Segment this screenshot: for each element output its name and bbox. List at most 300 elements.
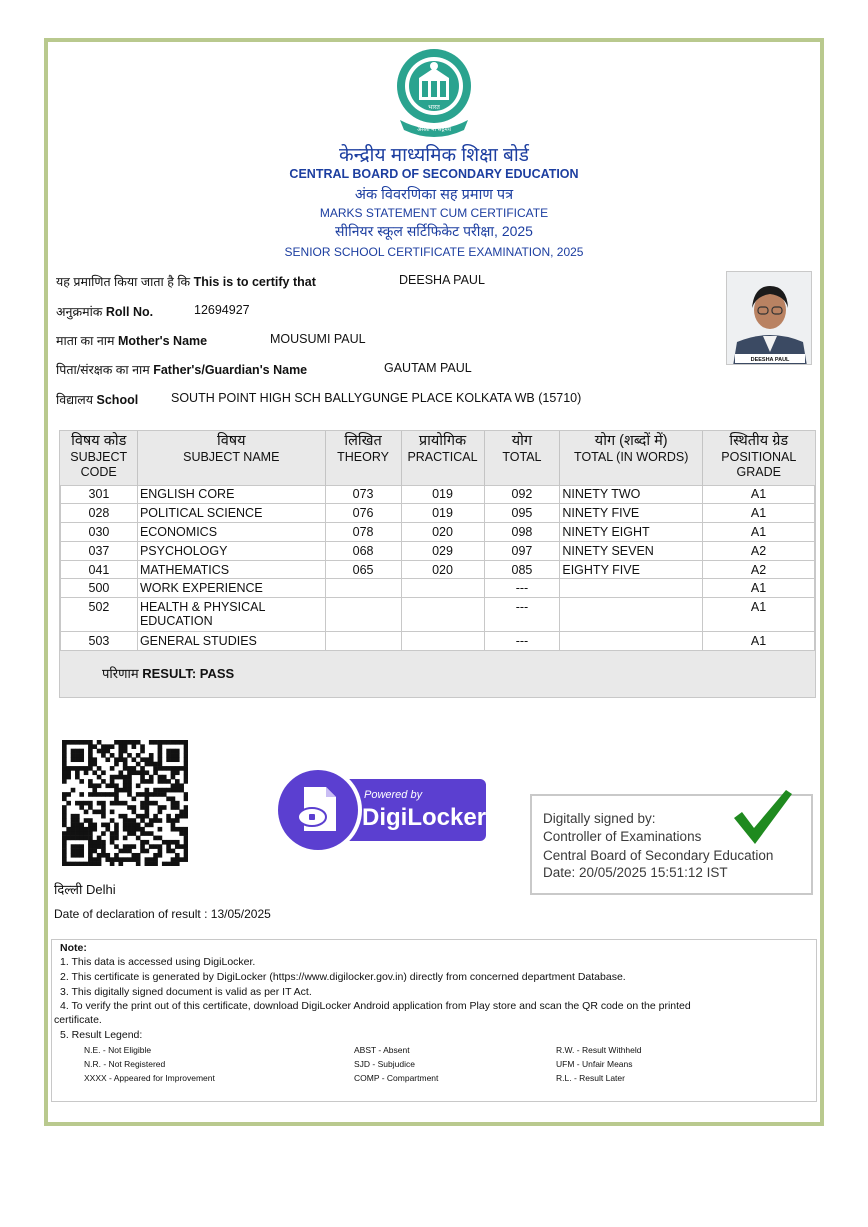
qr-module: [175, 801, 180, 806]
subject-name: HEALTH & PHYSICAL EDUCATION: [137, 598, 325, 632]
qr-module: [79, 779, 84, 784]
qr-module: [92, 823, 97, 828]
qr-module: [101, 749, 106, 754]
qr-module: [145, 823, 150, 828]
qr-module: [153, 818, 158, 823]
practical-marks: [401, 598, 484, 632]
qr-module: [110, 862, 115, 866]
qr-module: [75, 862, 80, 866]
qr-module: [132, 857, 137, 862]
father-label-hindi: पिता/संरक्षक का नाम: [56, 363, 150, 377]
qr-module: [118, 788, 123, 793]
qr-module: [153, 740, 158, 745]
positional-grade: A1: [703, 485, 815, 504]
student-photo: [726, 271, 812, 365]
qr-module: [62, 862, 67, 866]
subject-code: 503: [61, 632, 138, 651]
practical-marks: 019: [401, 485, 484, 504]
certify-label-english: This is to certify that: [193, 275, 316, 289]
qr-module: [132, 853, 137, 858]
qr-module: [75, 801, 80, 806]
qr-module: [184, 766, 188, 771]
qr-module: [105, 792, 110, 797]
qr-module: [153, 857, 158, 862]
legend-item: ABST - Absent: [354, 1045, 410, 1055]
school-label-english: School: [96, 393, 139, 407]
theory-marks: 065: [325, 560, 401, 579]
qr-module: [88, 801, 93, 806]
qr-module: [105, 857, 110, 862]
qr-module: [127, 818, 132, 823]
signature-date: Date: 20/05/2025 15:51:12 IST: [543, 865, 728, 880]
qr-module: [158, 827, 163, 832]
practical-marks: [401, 579, 484, 598]
qr-module: [110, 810, 115, 815]
marks-table: [60, 431, 815, 651]
qr-module: [175, 844, 180, 849]
qr-module: [140, 827, 145, 832]
positional-grade: A1: [703, 598, 815, 632]
theory-marks: 073: [325, 485, 401, 504]
qr-module: [136, 770, 141, 775]
qr-module: [171, 775, 176, 780]
qr-module: [184, 762, 188, 767]
qr-module: [136, 792, 141, 797]
qr-module: [153, 836, 158, 841]
qr-module: [171, 840, 176, 845]
positional-grade: A1: [703, 579, 815, 598]
qr-module: [62, 775, 67, 780]
qr-module: [153, 762, 158, 767]
subject-code: 041: [61, 560, 138, 579]
mother-label-hindi: माता का नाम: [56, 334, 115, 348]
total-marks: 098: [484, 523, 560, 542]
qr-module: [88, 749, 93, 754]
qr-module: [149, 862, 154, 866]
school-name: SOUTH POINT HIGH SCH BALLYGUNGE PLACE KOLKATA WB (15710): [171, 391, 582, 405]
qr-module: [62, 849, 67, 854]
qr-module: [145, 788, 150, 793]
subject-code: 028: [61, 504, 138, 523]
qr-module: [84, 740, 89, 745]
qr-module: [88, 766, 93, 771]
qr-module: [88, 753, 93, 758]
qr-module: [166, 749, 171, 754]
qr-module: [136, 753, 141, 758]
qr-module: [149, 775, 154, 780]
qr-module: [92, 862, 97, 866]
qr-module: [88, 744, 93, 749]
qr-module: [105, 853, 110, 858]
qr-module: [92, 810, 97, 815]
qr-module: [66, 836, 71, 841]
qr-module: [158, 818, 163, 823]
qr-module: [110, 766, 115, 771]
qr-module: [84, 801, 89, 806]
qr-module: [123, 757, 128, 762]
qr-module: [123, 849, 128, 854]
subject-name: GENERAL STUDIES: [137, 632, 325, 651]
qr-module: [66, 831, 71, 836]
qr-module: [88, 823, 93, 828]
subject-name: POLITICAL SCIENCE: [137, 504, 325, 523]
qr-module: [175, 779, 180, 784]
qr-module: [71, 740, 76, 745]
qr-module: [75, 770, 80, 775]
qr-module: [75, 844, 80, 849]
qr-module: [118, 744, 123, 749]
qr-module: [162, 779, 167, 784]
qr-module: [175, 840, 180, 845]
qr-module: [114, 796, 119, 801]
qr-module: [171, 818, 176, 823]
qr-module: [179, 766, 184, 771]
qr-module: [101, 849, 106, 854]
qr-module: [110, 818, 115, 823]
qr-module: [79, 844, 84, 849]
qr-module: [149, 801, 154, 806]
qr-module: [84, 836, 89, 841]
qr-module: [171, 823, 176, 828]
qr-module: [184, 840, 188, 845]
table-row: [61, 579, 815, 598]
subject-code: 301: [61, 485, 138, 504]
qr-module: [171, 805, 176, 810]
qr-module: [62, 831, 67, 836]
qr-module: [158, 788, 163, 793]
subject-code: 500: [61, 579, 138, 598]
student-name: DEESHA PAUL: [399, 273, 485, 287]
board-title-english: CENTRAL BOARD OF SECONDARY EDUCATION: [289, 167, 579, 181]
qr-module: [123, 749, 128, 754]
qr-module: [88, 827, 93, 832]
qr-module: [140, 779, 145, 784]
note-item: certificate.: [54, 1014, 102, 1026]
qr-module: [166, 757, 171, 762]
qr-module: [62, 853, 67, 858]
table-row: [61, 485, 815, 504]
qr-module: [127, 823, 132, 828]
qr-module: [184, 779, 188, 784]
qr-module: [114, 827, 119, 832]
legend-item: R.W. - Result Withheld: [556, 1045, 642, 1055]
qr-module: [171, 783, 176, 788]
digilocker-logo: [274, 765, 486, 855]
qr-module: [140, 744, 145, 749]
subject-name: ENGLISH CORE: [137, 485, 325, 504]
qr-module: [118, 801, 123, 806]
qr-module: [62, 814, 67, 819]
qr-module: [171, 827, 176, 832]
qr-module: [127, 770, 132, 775]
certify-label: [56, 273, 316, 290]
qr-module: [140, 770, 145, 775]
cbse-logo-icon: [392, 46, 476, 138]
qr-module: [123, 779, 128, 784]
qr-module: [136, 740, 141, 745]
qr-module: [175, 827, 180, 832]
marks-table-panel: [59, 430, 816, 698]
total-in-words: NINETY TWO: [560, 485, 703, 504]
qr-module: [97, 844, 102, 849]
qr-module: [127, 849, 132, 854]
qr-module: [175, 766, 180, 771]
result-line: [102, 664, 234, 682]
qr-module: [62, 857, 67, 862]
exam-title-english: SENIOR SCHOOL CERTIFICATE EXAMINATION, 2025: [284, 245, 584, 259]
qr-module: [127, 766, 132, 771]
qr-module: [132, 827, 137, 832]
qr-module: [71, 788, 76, 793]
logo-text: भारत: [428, 104, 440, 111]
qr-module: [92, 844, 97, 849]
qr-module: [114, 836, 119, 841]
qr-module: [110, 857, 115, 862]
qr-module: [153, 792, 158, 797]
qr-module: [97, 862, 102, 866]
qr-module: [140, 814, 145, 819]
qr-module: [110, 840, 115, 845]
qr-module: [136, 857, 141, 862]
certificate-title-hindi: अंक विवरणिका सह प्रमाण पत्र: [354, 187, 514, 203]
qr-module: [66, 792, 71, 797]
qr-module: [97, 775, 102, 780]
qr-module: [149, 818, 154, 823]
qr-module: [118, 849, 123, 854]
qr-module: [118, 775, 123, 780]
qr-module: [149, 779, 154, 784]
qr-module: [105, 823, 110, 828]
qr-module: [162, 862, 167, 866]
father-label: [56, 361, 307, 378]
qr-module: [149, 740, 154, 745]
qr-module: [179, 788, 184, 793]
declaration-label: Date of declaration of result :: [54, 907, 208, 921]
qr-module: [71, 766, 76, 771]
mother-label: [56, 332, 207, 349]
signer-organization: Central Board of Secondary Education: [543, 848, 774, 863]
qr-module: [88, 831, 93, 836]
qr-module: [110, 836, 115, 841]
qr-module: [88, 849, 93, 854]
table-row: [61, 541, 815, 560]
qr-module: [132, 823, 137, 828]
qr-module: [171, 849, 176, 854]
qr-module: [158, 836, 163, 841]
qr-module: [145, 849, 150, 854]
practical-marks: 020: [401, 560, 484, 579]
qr-module: [184, 775, 188, 780]
qr-module: [132, 770, 137, 775]
qr-module: [110, 792, 115, 797]
qr-module: [158, 853, 163, 858]
qr-module: [153, 862, 158, 866]
legend-item: COMP - Compartment: [354, 1073, 439, 1083]
qr-module: [75, 818, 80, 823]
qr-module: [136, 823, 141, 828]
theory-marks: 078: [325, 523, 401, 542]
qr-module: [166, 740, 171, 745]
positional-grade: A1: [703, 504, 815, 523]
qr-module: [97, 749, 102, 754]
qr-module: [110, 801, 115, 806]
qr-module: [92, 744, 97, 749]
total-in-words: NINETY FIVE: [560, 504, 703, 523]
qr-module: [79, 853, 84, 858]
qr-module: [132, 796, 137, 801]
qr-module: [71, 757, 76, 762]
qr-module: [101, 744, 106, 749]
qr-module: [140, 775, 145, 780]
place-line: [54, 880, 116, 898]
qr-module: [62, 823, 67, 828]
qr-module: [136, 814, 141, 819]
total-marks: 095: [484, 504, 560, 523]
qr-module: [71, 831, 76, 836]
qr-module: [79, 749, 84, 754]
qr-module: [79, 823, 84, 828]
qr-module: [123, 823, 128, 828]
qr-module: [153, 770, 158, 775]
qr-module: [114, 823, 119, 828]
qr-module: [158, 849, 163, 854]
qr-module: [118, 740, 123, 745]
qr-module: [158, 744, 163, 749]
qr-module: [179, 831, 184, 836]
qr-module: [166, 862, 171, 866]
subject-name: MATHEMATICS: [137, 560, 325, 579]
qr-module: [62, 844, 67, 849]
qr-module: [114, 757, 119, 762]
note-item: 5. Result Legend:: [60, 1029, 143, 1041]
qr-module: [166, 753, 171, 758]
qr-module: [123, 827, 128, 832]
qr-module: [127, 775, 132, 780]
total-in-words: NINETY SEVEN: [560, 541, 703, 560]
qr-module: [75, 827, 80, 832]
qr-module: [184, 836, 188, 841]
qr-module: [145, 779, 150, 784]
qr-code-icon[interactable]: [62, 740, 188, 866]
qr-module: [62, 766, 67, 771]
qr-module: [62, 762, 67, 767]
qr-module: [62, 744, 67, 749]
table-row: [61, 560, 815, 579]
school-label: [56, 391, 138, 408]
qr-module: [166, 788, 171, 793]
qr-module: [101, 853, 106, 858]
qr-module: [127, 779, 132, 784]
qr-module: [110, 779, 115, 784]
place-hindi: दिल्ली: [54, 882, 83, 897]
qr-module: [92, 788, 97, 793]
qr-module: [114, 775, 119, 780]
qr-module: [75, 831, 80, 836]
father-name: GAUTAM PAUL: [384, 361, 472, 375]
exam-title-hindi: सीनियर स्कूल सर्टिफिकेट परीक्षा, 2025: [335, 223, 533, 239]
qr-module: [162, 766, 167, 771]
qr-module: [153, 766, 158, 771]
qr-module: [97, 836, 102, 841]
qr-module: [145, 757, 150, 762]
qr-module: [175, 818, 180, 823]
qr-module: [166, 814, 171, 819]
qr-module: [92, 840, 97, 845]
qr-module: [88, 740, 93, 745]
qr-module: [88, 783, 93, 788]
qr-module: [145, 831, 150, 836]
qr-module: [166, 779, 171, 784]
qr-module: [171, 788, 176, 793]
qr-module: [127, 857, 132, 862]
qr-module: [71, 753, 76, 758]
qr-module: [175, 857, 180, 862]
qr-module: [158, 844, 163, 849]
qr-module: [79, 862, 84, 866]
qr-module: [101, 753, 106, 758]
practical-marks: [401, 632, 484, 651]
qr-module: [101, 770, 106, 775]
qr-module: [84, 827, 89, 832]
subject-code: 037: [61, 541, 138, 560]
qr-module: [110, 831, 115, 836]
qr-module: [101, 801, 106, 806]
qr-module: [66, 801, 71, 806]
qr-module: [97, 857, 102, 862]
qr-module: [118, 814, 123, 819]
student-photo-image: [727, 272, 812, 365]
qr-module: [101, 844, 106, 849]
qr-module: [92, 849, 97, 854]
qr-module: [66, 740, 71, 745]
logo-motto: असतो मा सद्गमय: [417, 127, 451, 133]
qr-module: [132, 740, 137, 745]
legend-item: UFM - Unfair Means: [556, 1059, 633, 1069]
qr-module: [132, 810, 137, 815]
total-in-words: [560, 598, 703, 632]
total-marks: 092: [484, 485, 560, 504]
qr-module: [88, 840, 93, 845]
table-row: [61, 632, 815, 651]
qr-module: [101, 805, 106, 810]
qr-module: [79, 766, 84, 771]
col-subject-name: विषय SUBJECT NAME: [137, 431, 325, 485]
powered-by-text: Powered by: [364, 789, 423, 801]
qr-module: [101, 814, 106, 819]
qr-module: [149, 762, 154, 767]
qr-module: [179, 783, 184, 788]
qr-module: [175, 740, 180, 745]
qr-module: [84, 818, 89, 823]
qr-module: [136, 853, 141, 858]
qr-module: [75, 823, 80, 828]
board-title-hindi: केन्द्रीय माध्यमिक शिक्षा बोर्ड: [339, 145, 529, 166]
qr-module: [175, 770, 180, 775]
qr-module: [140, 818, 145, 823]
theory-marks: [325, 632, 401, 651]
certify-label-hindi: यह प्रमाणित किया जाता है कि: [56, 275, 191, 289]
qr-module: [123, 818, 128, 823]
qr-module: [92, 827, 97, 832]
qr-module: [145, 801, 150, 806]
qr-module: [123, 762, 128, 767]
qr-module: [162, 805, 167, 810]
qr-module: [162, 792, 167, 797]
qr-module: [162, 775, 167, 780]
qr-module: [97, 801, 102, 806]
qr-module: [79, 801, 84, 806]
qr-module: [79, 831, 84, 836]
